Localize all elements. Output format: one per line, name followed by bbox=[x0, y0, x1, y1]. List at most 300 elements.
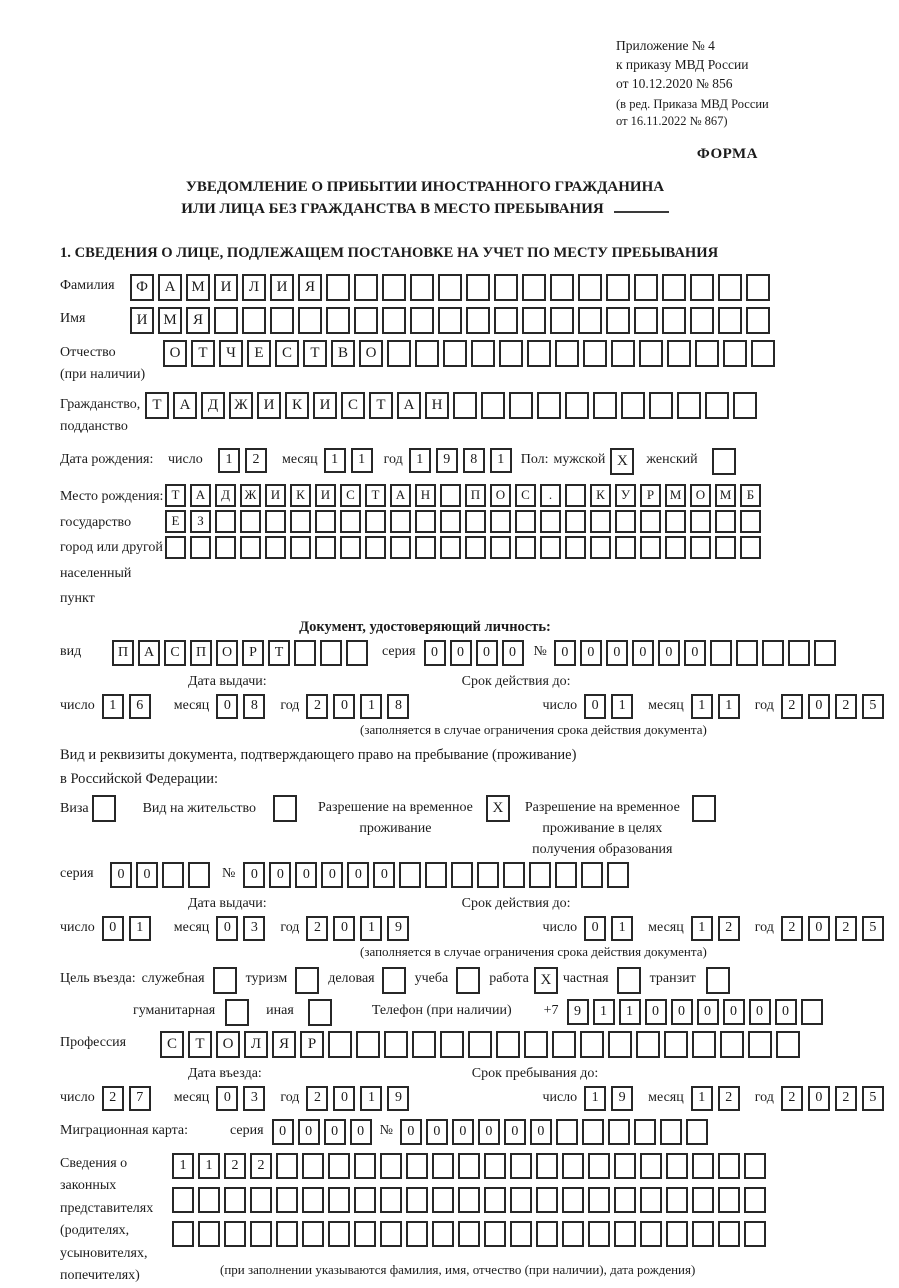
char-box bbox=[440, 1031, 464, 1058]
char-box bbox=[440, 484, 461, 507]
issue-day-cells bbox=[102, 916, 156, 941]
char-box bbox=[484, 1153, 506, 1179]
char-box bbox=[432, 1187, 454, 1213]
char-box bbox=[440, 536, 461, 559]
temp-permit-edu-label: Разрешение на временное проживание в целях получения образования bbox=[524, 799, 680, 857]
char-box: М bbox=[715, 484, 736, 507]
char-box: 0 bbox=[333, 1086, 355, 1111]
issue-year-cells bbox=[306, 916, 414, 941]
char-box: 2 bbox=[306, 694, 328, 719]
char-box: И bbox=[315, 484, 336, 507]
char-box bbox=[354, 274, 378, 301]
char-box: 3 bbox=[243, 916, 265, 941]
valid-until-group bbox=[542, 694, 898, 719]
char-box: Т bbox=[268, 640, 290, 666]
char-box bbox=[356, 1031, 380, 1058]
year-label: год bbox=[754, 1089, 774, 1105]
char-box: Т bbox=[188, 1031, 212, 1058]
char-box: С bbox=[515, 484, 536, 507]
phone-prefix: +7 bbox=[543, 1002, 559, 1018]
char-box bbox=[556, 1119, 578, 1145]
char-box bbox=[432, 1153, 454, 1179]
char-box bbox=[665, 536, 686, 559]
char-box: 1 bbox=[360, 694, 382, 719]
stay-until-header: Срок пребывания до: bbox=[471, 1065, 599, 1081]
char-box bbox=[744, 1187, 766, 1213]
char-box bbox=[510, 1221, 532, 1247]
char-box bbox=[365, 510, 386, 533]
purpose-private-label: частная bbox=[562, 970, 609, 986]
entry-day-cells bbox=[102, 1086, 156, 1111]
char-box: 0 bbox=[684, 640, 706, 666]
char-box: 0 bbox=[350, 1119, 372, 1145]
char-box bbox=[614, 1221, 636, 1247]
issue-date-group bbox=[60, 694, 424, 719]
char-box bbox=[740, 510, 761, 533]
char-box bbox=[276, 1153, 298, 1179]
char-box bbox=[465, 510, 486, 533]
temp-permit-label: Разрешение на временное проживание bbox=[317, 799, 473, 836]
char-box: И bbox=[265, 484, 286, 507]
char-box bbox=[715, 510, 736, 533]
entry-dates-row bbox=[60, 1083, 877, 1111]
legal-reps-section bbox=[60, 1153, 790, 1288]
char-box: 2 bbox=[306, 916, 328, 941]
char-box bbox=[215, 536, 236, 559]
purpose-work-label: работа bbox=[489, 970, 529, 986]
char-box bbox=[640, 536, 661, 559]
char-box: 0 bbox=[426, 1119, 448, 1145]
char-box: 1 bbox=[593, 999, 615, 1025]
char-box bbox=[276, 1221, 298, 1247]
char-box: К bbox=[590, 484, 611, 507]
temp-permit-checkbox: X bbox=[486, 795, 510, 822]
char-box bbox=[242, 307, 266, 334]
migration-number-cells bbox=[400, 1119, 712, 1145]
char-box bbox=[380, 1221, 402, 1247]
char-box bbox=[565, 510, 586, 533]
char-box bbox=[390, 510, 411, 533]
char-box: 0 bbox=[808, 916, 830, 941]
residence-permit-checkbox bbox=[273, 795, 297, 822]
residence-doc-date-headers bbox=[60, 896, 790, 912]
char-box: У bbox=[615, 484, 636, 507]
char-box: О bbox=[216, 640, 238, 666]
char-box: М bbox=[158, 307, 182, 334]
amendment-reference bbox=[616, 96, 790, 130]
char-box bbox=[510, 1153, 532, 1179]
doc-kind-cells bbox=[112, 640, 372, 666]
month-label: месяц bbox=[173, 697, 210, 713]
birth-place-label: Место рождения: государство город или другой населенный пункт bbox=[60, 489, 164, 606]
surname-cells bbox=[130, 274, 774, 301]
char-box: 0 bbox=[584, 916, 606, 941]
number-label: № bbox=[222, 865, 236, 881]
title-line-2: ИЛИ ЛИЦА БЕЗ ГРАЖДАНСТВА В МЕСТО ПРЕБЫВАНИЯ bbox=[60, 198, 790, 220]
purpose-transit-label: транзит bbox=[649, 970, 696, 986]
gender-female-checkbox bbox=[712, 448, 736, 475]
valid-until-header: Срок действия до: bbox=[461, 673, 571, 689]
char-box bbox=[425, 862, 447, 888]
char-box bbox=[451, 862, 473, 888]
migration-series-cells bbox=[272, 1119, 376, 1145]
char-box bbox=[290, 510, 311, 533]
char-box bbox=[565, 484, 586, 507]
char-box bbox=[365, 536, 386, 559]
char-box bbox=[515, 510, 536, 533]
purpose-business-checkbox bbox=[382, 967, 406, 994]
char-box: 0 bbox=[321, 862, 343, 888]
char-box bbox=[412, 1031, 436, 1058]
purpose-other-label: иная bbox=[266, 1002, 294, 1018]
entry-date-headers bbox=[60, 1066, 790, 1082]
issue-month-cells bbox=[216, 694, 270, 719]
char-box: О bbox=[490, 484, 511, 507]
char-box bbox=[562, 1221, 584, 1247]
char-box bbox=[640, 510, 661, 533]
char-box: О bbox=[690, 484, 711, 507]
char-box bbox=[690, 536, 711, 559]
month-label: месяц bbox=[648, 1089, 684, 1105]
identity-doc-date-headers bbox=[60, 674, 790, 690]
char-box bbox=[723, 340, 747, 367]
char-box bbox=[302, 1187, 324, 1213]
identity-doc-dates-row bbox=[60, 691, 877, 719]
char-box bbox=[406, 1187, 428, 1213]
month-label: месяц bbox=[282, 452, 318, 467]
char-box bbox=[276, 1187, 298, 1213]
char-box: 1 bbox=[198, 1153, 220, 1179]
char-box bbox=[406, 1153, 428, 1179]
char-box bbox=[468, 1031, 492, 1058]
document-title bbox=[60, 176, 790, 220]
char-box bbox=[552, 1031, 576, 1058]
char-box: 0 bbox=[324, 1119, 346, 1145]
purpose-tourism-label: туризм bbox=[245, 970, 288, 986]
residence-permit-label: Вид на жительство bbox=[142, 800, 256, 816]
char-box bbox=[583, 340, 607, 367]
char-box: 2 bbox=[718, 1086, 740, 1111]
char-box: 2 bbox=[306, 1086, 328, 1111]
title-line-1: УВЕДОМЛЕНИЕ О ПРИБЫТИИ ИНОСТРАННОГО ГРАЖДАНИНА bbox=[185, 179, 665, 195]
char-box: 0 bbox=[554, 640, 576, 666]
char-box bbox=[354, 1153, 376, 1179]
surname-row bbox=[60, 274, 790, 301]
purpose-study-label: учеба bbox=[414, 970, 449, 986]
char-box bbox=[415, 536, 436, 559]
char-box bbox=[718, 1221, 740, 1247]
char-box bbox=[608, 1031, 632, 1058]
visit-purpose-row bbox=[60, 967, 790, 994]
char-box: 0 bbox=[645, 999, 667, 1025]
char-box bbox=[590, 510, 611, 533]
char-box bbox=[458, 1153, 480, 1179]
char-box: П bbox=[112, 640, 134, 666]
char-box bbox=[718, 1153, 740, 1179]
char-box: 1 bbox=[172, 1153, 194, 1179]
char-box bbox=[606, 307, 630, 334]
char-box: А bbox=[158, 274, 182, 301]
day-label: число bbox=[542, 919, 578, 935]
char-box bbox=[481, 392, 505, 419]
char-box: 1 bbox=[691, 1086, 713, 1111]
year-label: год bbox=[280, 697, 300, 713]
char-box bbox=[298, 307, 322, 334]
char-box bbox=[326, 307, 350, 334]
char-box bbox=[666, 1221, 688, 1247]
char-box bbox=[399, 862, 421, 888]
char-box bbox=[715, 536, 736, 559]
char-box: Д bbox=[201, 392, 225, 419]
day-label: число bbox=[542, 697, 578, 713]
residence-doc-intro-2: в Российской Федерации: bbox=[60, 770, 219, 787]
amendment-line: (в ред. Приказа МВД России bbox=[616, 97, 769, 111]
char-box bbox=[636, 1031, 660, 1058]
char-box bbox=[578, 307, 602, 334]
char-box: 2 bbox=[102, 1086, 124, 1111]
issue-date-header: Дата выдачи: bbox=[188, 673, 267, 689]
char-box: 0 bbox=[606, 640, 628, 666]
char-box: 1 bbox=[611, 694, 633, 719]
section-1-heading: 1. СВЕДЕНИЯ О ЛИЦЕ, ПОДЛЕЖАЩЕМ ПОСТАНОВКЕ НА УЧЕТ ПО МЕСТУ ПРЕБЫВАНИЯ bbox=[60, 245, 719, 261]
char-box bbox=[608, 1119, 630, 1145]
firstname-cells bbox=[130, 307, 774, 334]
entry-date-header: Дата въезда: bbox=[188, 1065, 262, 1081]
residence-doc-options-row bbox=[60, 795, 790, 860]
char-box bbox=[665, 510, 686, 533]
char-box bbox=[733, 392, 757, 419]
char-box: Ж bbox=[240, 484, 261, 507]
char-box bbox=[740, 536, 761, 559]
visit-purpose-label: Цель въезда: bbox=[60, 970, 136, 986]
issue-day-cells bbox=[102, 694, 156, 719]
char-box bbox=[315, 510, 336, 533]
char-box: Т bbox=[369, 392, 393, 419]
char-box: 1 bbox=[611, 916, 633, 941]
char-box: 7 bbox=[129, 1086, 151, 1111]
char-box: 1 bbox=[218, 448, 240, 473]
char-box: 0 bbox=[269, 862, 291, 888]
char-box bbox=[466, 274, 490, 301]
char-box bbox=[607, 862, 629, 888]
char-box: 0 bbox=[775, 999, 797, 1025]
purpose-business-label: деловая bbox=[328, 970, 375, 986]
char-box bbox=[634, 274, 658, 301]
char-box bbox=[536, 1153, 558, 1179]
phone-cells bbox=[567, 999, 827, 1025]
char-box bbox=[718, 1187, 740, 1213]
char-box: 2 bbox=[781, 1086, 803, 1111]
purpose-official-label: служебная bbox=[141, 970, 205, 986]
char-box: С bbox=[341, 392, 365, 419]
char-box: Л bbox=[244, 1031, 268, 1058]
char-box bbox=[690, 274, 714, 301]
char-box: 0 bbox=[216, 1086, 238, 1111]
char-box bbox=[328, 1221, 350, 1247]
char-box: О bbox=[163, 340, 187, 367]
char-box bbox=[250, 1221, 272, 1247]
char-box: 0 bbox=[671, 999, 693, 1025]
legal-reps-line-2 bbox=[172, 1187, 770, 1213]
char-box bbox=[432, 1221, 454, 1247]
char-box: Н bbox=[425, 392, 449, 419]
citizenship-row bbox=[60, 392, 790, 438]
char-box: 0 bbox=[216, 694, 238, 719]
char-box bbox=[466, 307, 490, 334]
char-box bbox=[649, 392, 673, 419]
gender-label: Пол: bbox=[520, 452, 549, 467]
char-box bbox=[666, 1187, 688, 1213]
char-box bbox=[490, 536, 511, 559]
char-box: 0 bbox=[400, 1119, 422, 1145]
visa-label: Виза bbox=[60, 800, 89, 816]
char-box: 5 bbox=[862, 694, 884, 719]
char-box bbox=[634, 1119, 656, 1145]
firstname-row bbox=[60, 307, 790, 334]
char-box bbox=[410, 274, 434, 301]
char-box bbox=[270, 307, 294, 334]
char-box bbox=[302, 1221, 324, 1247]
appendix-line: Приложение № 4 bbox=[616, 38, 715, 53]
entry-month-cells bbox=[216, 1086, 270, 1111]
char-box: С bbox=[340, 484, 361, 507]
char-box: В bbox=[331, 340, 355, 367]
char-box: 1 bbox=[718, 694, 740, 719]
char-box bbox=[438, 307, 462, 334]
entry-year-cells bbox=[306, 1086, 414, 1111]
year-label: год bbox=[280, 1089, 300, 1105]
char-box bbox=[465, 536, 486, 559]
char-box: П bbox=[465, 484, 486, 507]
char-box: 0 bbox=[580, 640, 602, 666]
char-box bbox=[354, 1221, 376, 1247]
char-box: О bbox=[216, 1031, 240, 1058]
year-label: год bbox=[754, 919, 774, 935]
char-box: М bbox=[665, 484, 686, 507]
char-box: 0 bbox=[530, 1119, 552, 1145]
patronymic-row bbox=[60, 340, 790, 386]
char-box: 2 bbox=[781, 916, 803, 941]
migration-card-row bbox=[60, 1119, 790, 1145]
char-box: И bbox=[270, 274, 294, 301]
purpose-transit-checkbox bbox=[706, 967, 730, 994]
char-box bbox=[748, 1031, 772, 1058]
valid-day-cells bbox=[584, 916, 638, 941]
char-box: А bbox=[190, 484, 211, 507]
char-box: А bbox=[390, 484, 411, 507]
char-box bbox=[588, 1187, 610, 1213]
stay-year-cells bbox=[781, 1086, 889, 1111]
valid-month-cells bbox=[691, 916, 745, 941]
char-box: 0 bbox=[216, 916, 238, 941]
char-box: 9 bbox=[567, 999, 589, 1025]
issue-date-header: Дата выдачи: bbox=[188, 895, 267, 911]
char-box: А bbox=[397, 392, 421, 419]
char-box: Н bbox=[415, 484, 436, 507]
char-box: Т bbox=[165, 484, 186, 507]
char-box bbox=[744, 1153, 766, 1179]
valid-month-cells bbox=[691, 694, 745, 719]
char-box bbox=[582, 1119, 604, 1145]
char-box bbox=[165, 536, 186, 559]
char-box bbox=[690, 510, 711, 533]
purpose-work-checkbox: X bbox=[534, 967, 558, 994]
char-box: 1 bbox=[129, 916, 151, 941]
char-box bbox=[529, 862, 551, 888]
char-box: А bbox=[173, 392, 197, 419]
profession-row bbox=[60, 1031, 790, 1058]
appendix-reference bbox=[616, 36, 790, 93]
char-box: 0 bbox=[373, 862, 395, 888]
char-box: С bbox=[275, 340, 299, 367]
char-box: 0 bbox=[697, 999, 719, 1025]
char-box bbox=[471, 340, 495, 367]
char-box: Д bbox=[215, 484, 236, 507]
char-box bbox=[328, 1153, 350, 1179]
char-box: 5 bbox=[862, 1086, 884, 1111]
char-box: Т bbox=[145, 392, 169, 419]
char-box bbox=[190, 536, 211, 559]
residence-doc-series-row bbox=[60, 862, 790, 888]
char-box bbox=[509, 392, 533, 419]
firstname-label: Имя bbox=[60, 311, 86, 326]
char-box bbox=[762, 640, 784, 666]
char-box bbox=[494, 307, 518, 334]
residence-series-cells bbox=[110, 862, 214, 888]
char-box bbox=[496, 1031, 520, 1058]
char-box bbox=[240, 510, 261, 533]
forma-heading: ФОРМА bbox=[696, 146, 758, 162]
char-box: 0 bbox=[298, 1119, 320, 1145]
patronymic-label: Отчество (при наличии) bbox=[60, 345, 146, 382]
char-box bbox=[458, 1221, 480, 1247]
char-box bbox=[440, 510, 461, 533]
char-box bbox=[328, 1031, 352, 1058]
char-box: 1 bbox=[691, 694, 713, 719]
char-box bbox=[580, 1031, 604, 1058]
purpose-private-checkbox bbox=[617, 967, 641, 994]
blank-underline bbox=[614, 199, 669, 213]
char-box: 0 bbox=[632, 640, 654, 666]
char-box bbox=[677, 392, 701, 419]
char-box: 9 bbox=[611, 1086, 633, 1111]
appendix-line: к приказу МВД России bbox=[616, 57, 749, 72]
char-box: 1 bbox=[102, 694, 124, 719]
patronymic-cells bbox=[163, 340, 779, 367]
char-box bbox=[540, 510, 561, 533]
char-box bbox=[224, 1187, 246, 1213]
char-box: К bbox=[285, 392, 309, 419]
number-label: № bbox=[533, 643, 547, 659]
char-box: Ч bbox=[219, 340, 243, 367]
char-box: 0 bbox=[808, 694, 830, 719]
char-box bbox=[565, 392, 589, 419]
birth-place-line-3 bbox=[165, 536, 765, 559]
char-box: . bbox=[540, 484, 561, 507]
char-box bbox=[593, 392, 617, 419]
char-box bbox=[415, 340, 439, 367]
char-box: 0 bbox=[424, 640, 446, 666]
char-box bbox=[562, 1153, 584, 1179]
char-box bbox=[686, 1119, 708, 1145]
char-box bbox=[302, 1153, 324, 1179]
char-box: 2 bbox=[224, 1153, 246, 1179]
char-box: С bbox=[164, 640, 186, 666]
char-box: 2 bbox=[250, 1153, 272, 1179]
year-label: год bbox=[383, 452, 403, 467]
char-box: Т bbox=[365, 484, 386, 507]
char-box bbox=[581, 862, 603, 888]
